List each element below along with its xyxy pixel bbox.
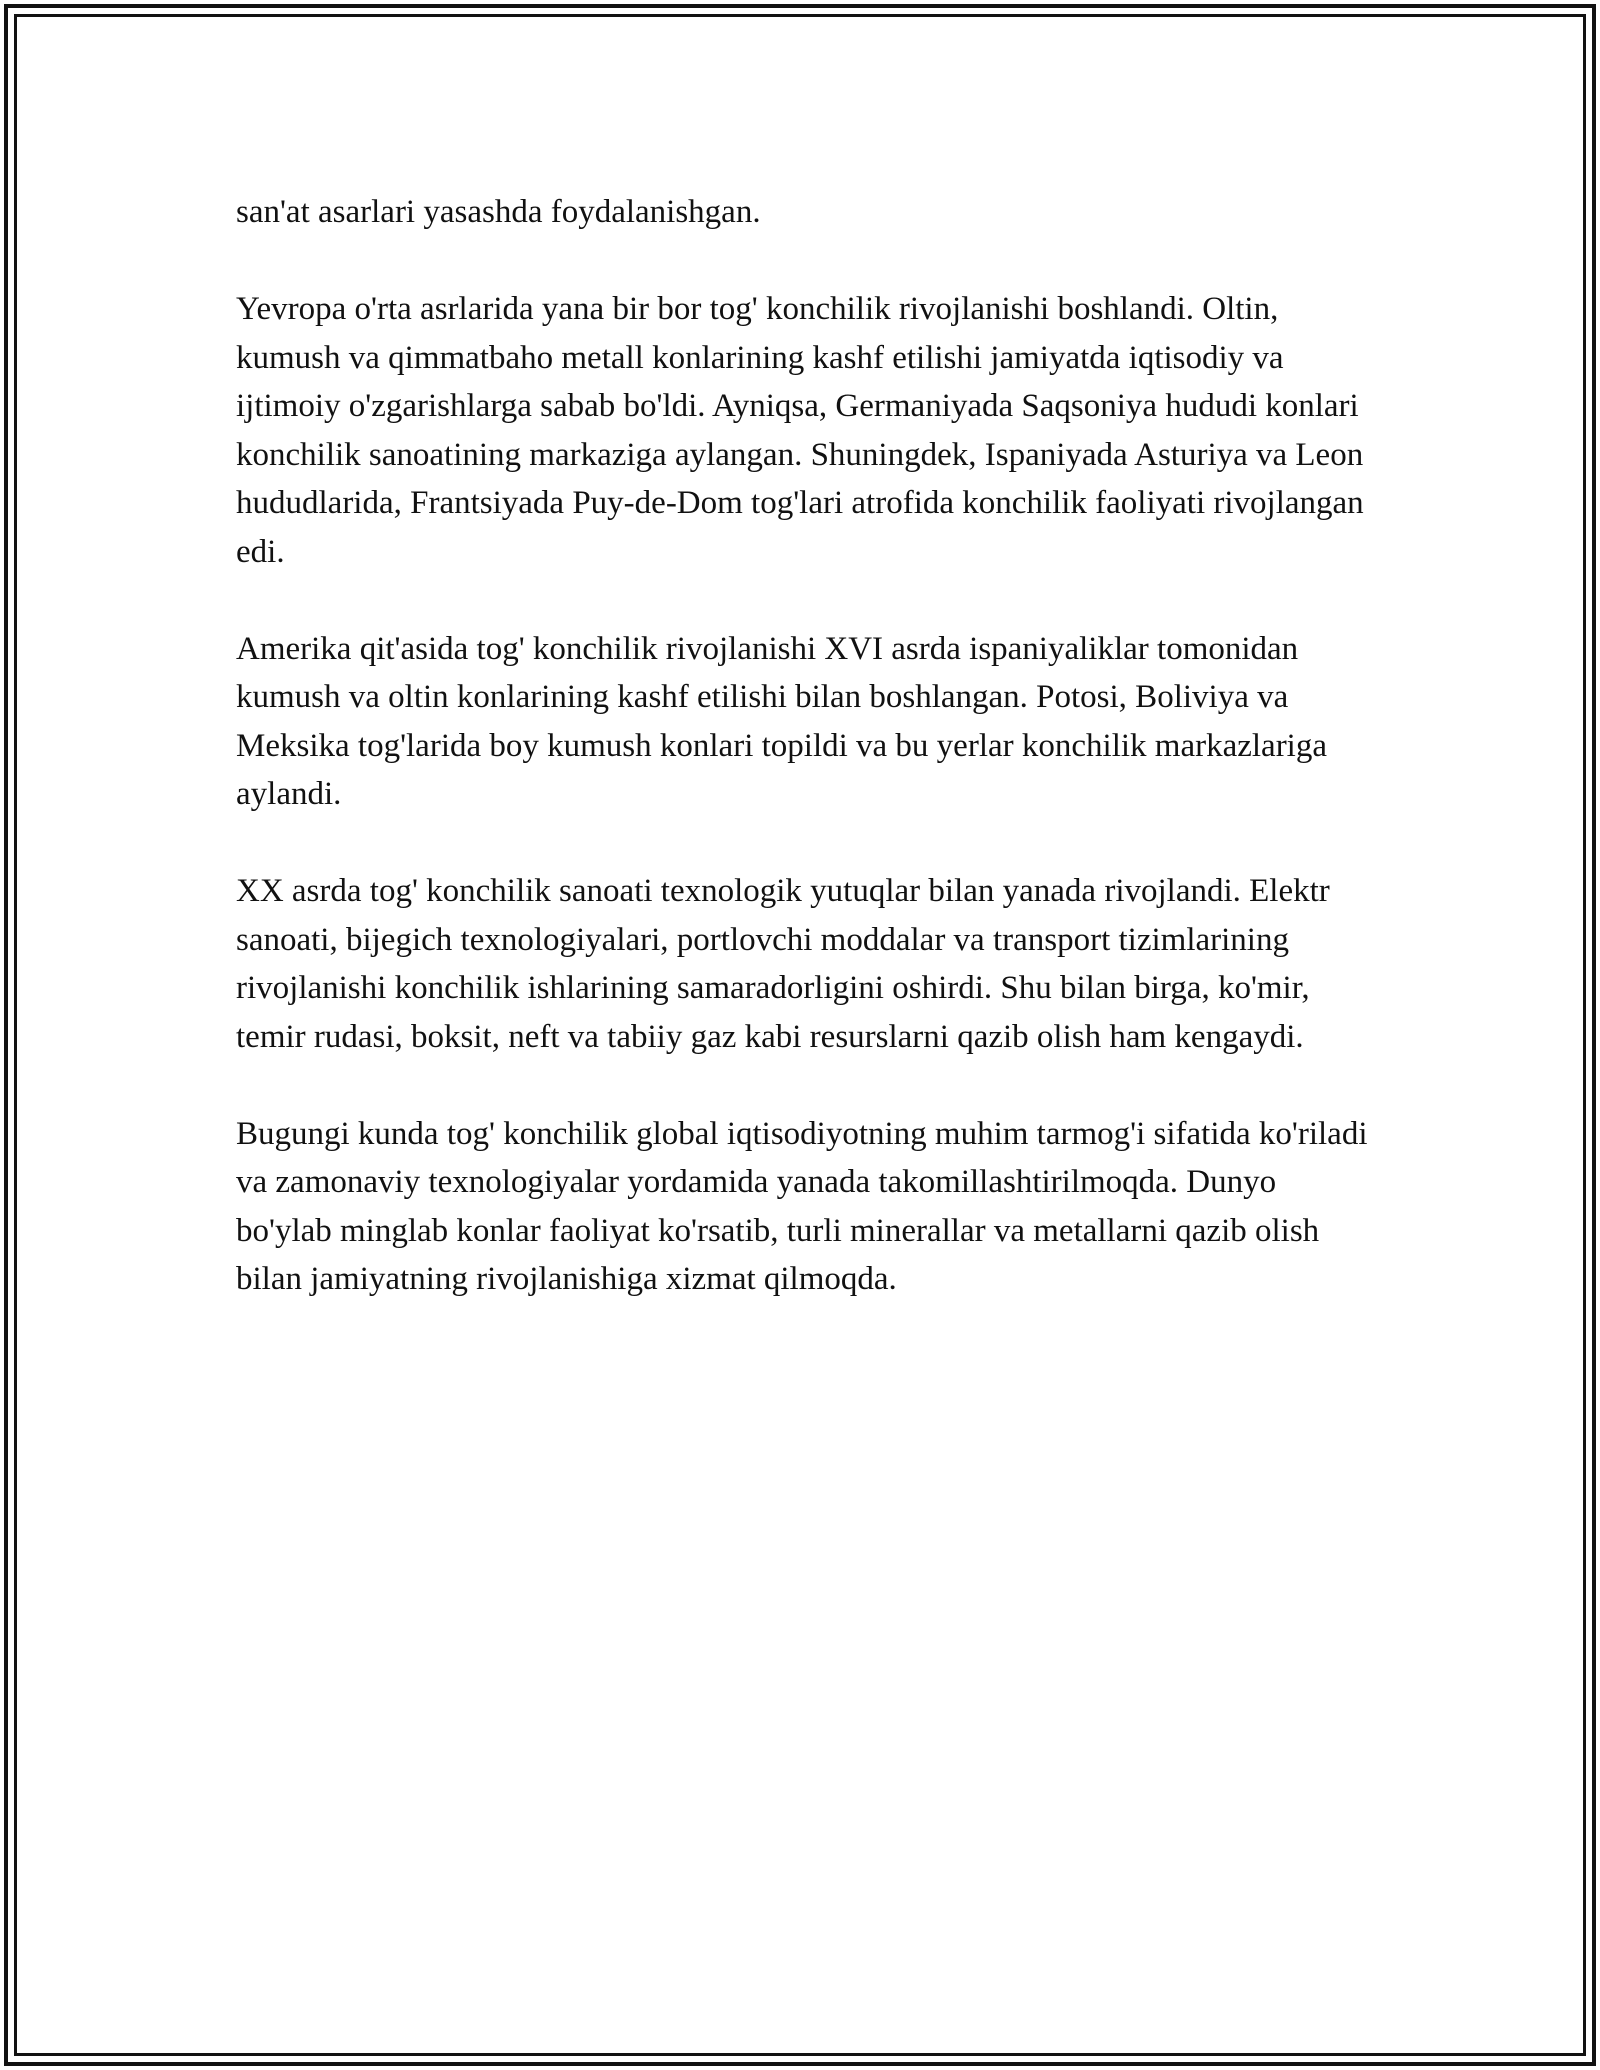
- document-body: [236, 188, 1376, 1352]
- paragraph-5: Bugungi kunda tog' konchilik global iqtisodiyotning muhim tarmog'i sifatida ko'riladi va zamonaviy texnologiyalar yordamida yanada takomillashtirilmoqda. Dunyo bo'ylab minglab konlar faoliyat ko'rsatib, turli minerallar va metallarni qazib olish bilan jamiyatning rivojlanishiga xizmat qilmoqda.: [236, 1115, 1368, 1297]
- paragraph-2: Yevropa o'rta asrlarida yana bir bor tog' konchilik rivojlanishi boshlandi. Oltin, kumush va qimmatbaho metall konlarining kashf etilishi jamiyatda iqtisodiy va ijtimoiy o'zgarishlarga sabab bo'ldi. Ayniqsa, Germaniyada Saqsoniya hududi konlari konchilik sanoatining markaziga aylangan. Shuningdek, Ispaniyada Asturiya va Leon hududlarida, Frantsiyada Puy-de-Dom tog'lari atrofida konchilik faoliyati rivojlangan edi.: [236, 291, 1364, 570]
- paragraph-4: XX asrda tog' konchilik sanoati texnologik yutuqlar bilan yanada rivojlandi. Elektr sanoati, bijegich texnologiyalari, portlovchi moddalar va transport tizimlarining rivojlanishi konchilik ishlarining samaradorligini oshirdi. Shu bilan birga, ko'mir, temir rudasi, boksit, neft va tabiiy gaz kabi resurslarni qazib olish ham kengaydi.: [236, 873, 1330, 1055]
- paragraph-1: san'at asarlari yasashda foydalanishgan.: [236, 194, 761, 230]
- paragraph-3: Amerika qit'asida tog' konchilik rivojlanishi XVI asrda ispaniyaliklar tomonidan kumush va oltin konlarining kashf etilishi bilan boshlangan. Potosi, Boliviya va Meksika tog'larida boy kumush konlari topildi va bu yerlar konchilik markazlariga aylandi.: [236, 630, 1327, 812]
